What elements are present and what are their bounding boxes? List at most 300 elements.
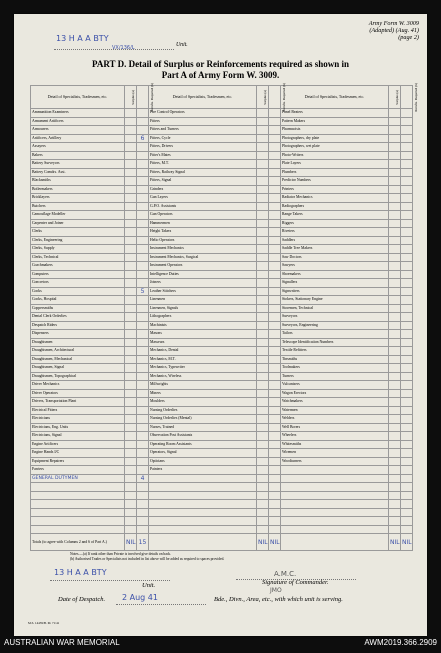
trade-cell — [149, 525, 257, 534]
reinf-cell — [269, 432, 281, 441]
trade-cell — [281, 491, 389, 500]
surplus-cell — [389, 483, 401, 492]
col-header-3: Detail of Specialists, Tradesmen, etc. — [281, 86, 389, 109]
trade-cell: Computers — [31, 270, 125, 279]
surplus-cell — [125, 466, 137, 475]
surplus-cell — [389, 160, 401, 169]
trade-cell: Mechanics, Dental — [149, 347, 257, 356]
reinf-cell — [137, 228, 149, 237]
reinf-cell — [269, 313, 281, 322]
surplus-cell — [389, 457, 401, 466]
trade-cell: Turners — [281, 372, 389, 381]
trade-cell: Instrument Mechanics — [149, 245, 257, 254]
trade-cell: Fitters, M.T. — [149, 160, 257, 169]
trade-cell: Lithographers — [149, 313, 257, 322]
trade-cell: G.P.O. Assistants — [149, 202, 257, 211]
reinf-cell — [269, 185, 281, 194]
col-header-1: Detail of Specialists, Tradesmen, etc. — [31, 86, 125, 109]
surplus-cell — [389, 364, 401, 373]
table-row — [31, 262, 413, 271]
reinf-cell — [137, 330, 149, 339]
surplus-cell — [389, 279, 401, 288]
surplus-cell — [125, 372, 137, 381]
surplus-cell — [125, 296, 137, 305]
table-row — [31, 398, 413, 407]
unit-label: Unit. — [176, 42, 188, 48]
surplus-cell — [389, 355, 401, 364]
table-row — [31, 253, 413, 262]
surplus-cell — [389, 466, 401, 475]
surplus-cell — [389, 508, 401, 517]
table-row — [31, 432, 413, 441]
surplus-cell — [125, 287, 137, 296]
surplus-cell — [257, 194, 269, 203]
col-reinf-3: Reinfts. Required (b) — [401, 86, 413, 109]
table-row — [31, 211, 413, 220]
surplus-cell — [125, 126, 137, 135]
trade-cell: Battery Surveyors — [31, 160, 125, 169]
reinf-cell — [401, 347, 413, 356]
reinf-cell — [137, 525, 149, 534]
trade-cell: Concretors — [31, 279, 125, 288]
surplus-cell — [257, 151, 269, 160]
trade-cell: Operating Room Assistants — [149, 440, 257, 449]
trade-cell: Gun Layers — [149, 194, 257, 203]
reinf-cell — [137, 126, 149, 135]
reinf-cell — [401, 177, 413, 186]
surplus-cell — [125, 270, 137, 279]
trade-cell: GENERAL DUTYMEN — [31, 474, 125, 483]
reinf-cell — [137, 423, 149, 432]
reinf-cell — [137, 508, 149, 517]
surplus-cell — [389, 440, 401, 449]
table-row — [31, 508, 413, 517]
surplus-cell — [125, 398, 137, 407]
trade-cell: Saw Doctors — [281, 253, 389, 262]
surplus-cell — [125, 457, 137, 466]
table-row — [31, 338, 413, 347]
trade-cell — [149, 491, 257, 500]
commander-signature: A.M.C. — [274, 570, 297, 578]
trade-cell: Coppersmiths — [31, 304, 125, 313]
reinf-cell — [137, 338, 149, 347]
table-row — [31, 449, 413, 458]
surplus-cell — [125, 347, 137, 356]
trade-cell: Shoemakers — [281, 270, 389, 279]
trade-cell — [281, 525, 389, 534]
trade-cell: Farriers — [31, 466, 125, 475]
surplus-cell — [125, 177, 137, 186]
reinf-cell — [269, 525, 281, 534]
reinf-cell — [401, 151, 413, 160]
reinf-cell — [401, 194, 413, 203]
trade-cell: Signallers — [281, 279, 389, 288]
reinf-cell — [137, 381, 149, 390]
table-row — [31, 423, 413, 432]
reinf-cell: 4 — [137, 474, 149, 483]
trade-cell: Telescope Identification Numbers — [281, 338, 389, 347]
trade-cell: Miners — [149, 389, 257, 398]
trade-cell: Dental Clerk Orderlies — [31, 313, 125, 322]
table-row — [31, 202, 413, 211]
reinf-cell — [137, 185, 149, 194]
reinf-cell — [401, 270, 413, 279]
form-number-block — [369, 20, 419, 41]
trade-cell: Watermen — [281, 406, 389, 415]
reinf-cell — [137, 211, 149, 220]
col-reinf-2: Reinfts. Required (b) — [269, 86, 281, 109]
table-row — [31, 185, 413, 194]
reinf-cell — [137, 194, 149, 203]
surplus-cell — [389, 449, 401, 458]
trade-cell: Bakers — [31, 151, 125, 160]
surplus-cell — [257, 466, 269, 475]
trade-cell: Armourers — [31, 126, 125, 135]
trade-cell: Storemen, Technical — [281, 304, 389, 313]
trade-cell: Welders — [281, 415, 389, 424]
reinf-cell — [401, 364, 413, 373]
reinf-cell — [269, 389, 281, 398]
table-row — [31, 117, 413, 126]
total-cell: NIL — [389, 534, 401, 551]
surplus-cell — [257, 126, 269, 135]
surplus-cell — [125, 160, 137, 169]
trade-cell: Painters — [149, 466, 257, 475]
surplus-cell — [257, 517, 269, 526]
surplus-cell — [257, 270, 269, 279]
trade-cell: Hammermen — [149, 219, 257, 228]
reinf-cell — [401, 287, 413, 296]
trade-cell — [281, 483, 389, 492]
footer-unit-line — [50, 580, 170, 581]
trade-cell: Cooks, Hospital — [31, 296, 125, 305]
reinf-cell — [401, 508, 413, 517]
surplus-cell — [389, 117, 401, 126]
reinf-cell — [137, 398, 149, 407]
reinf-cell — [401, 406, 413, 415]
table-row — [31, 364, 413, 373]
surplus-cell — [257, 245, 269, 254]
trade-cell: Range Takers — [281, 211, 389, 220]
surplus-cell — [389, 372, 401, 381]
note-b: (b) Authorised Trades or Specialists not included in list above will be added as required to spaces provided. — [70, 557, 225, 561]
surplus-cell — [389, 321, 401, 330]
despatch-label: Date of Despatch. — [58, 596, 106, 603]
trade-cell: Armament Artificers — [31, 117, 125, 126]
surplus-cell — [125, 508, 137, 517]
trade-cell: Photographers, wet plate — [281, 143, 389, 152]
surplus-cell — [125, 202, 137, 211]
reinf-cell — [269, 406, 281, 415]
table-row — [31, 483, 413, 492]
reinf-cell — [137, 279, 149, 288]
commander-initials: JMO — [270, 587, 282, 594]
trade-cell: Radiographers — [281, 202, 389, 211]
trade-cell: Sawyers — [281, 262, 389, 271]
surplus-cell — [389, 347, 401, 356]
surplus-cell — [257, 262, 269, 271]
total-cell: 15 — [137, 534, 149, 551]
table-row — [31, 389, 413, 398]
trade-cell: Photographers, dry plate — [281, 134, 389, 143]
reinf-cell — [137, 364, 149, 373]
reinf-cell — [137, 245, 149, 254]
trade-cell — [281, 466, 389, 475]
table-row — [31, 381, 413, 390]
table-row — [31, 457, 413, 466]
reinf-cell — [401, 483, 413, 492]
reinf-cell — [269, 202, 281, 211]
surplus-cell — [125, 245, 137, 254]
trade-cell: Operators, Signal — [149, 449, 257, 458]
reinf-cell — [401, 211, 413, 220]
trade-cell: Masons — [149, 330, 257, 339]
surplus-cell — [125, 525, 137, 534]
trade-cell: Stokers, Stationary Engine — [281, 296, 389, 305]
trade-cell: Vulcanisers — [281, 381, 389, 390]
trade-cell — [281, 517, 389, 526]
trade-cell — [149, 500, 257, 509]
trade-cell: Pharmacists — [281, 126, 389, 135]
trade-cell — [149, 483, 257, 492]
surplus-cell — [257, 474, 269, 483]
surplus-cell — [257, 389, 269, 398]
trade-cell: Electricians — [31, 415, 125, 424]
trade-cell: Intelligence Duties — [149, 270, 257, 279]
surplus-cell — [389, 185, 401, 194]
surplus-cell — [389, 245, 401, 254]
total-cell: NIL — [401, 534, 413, 551]
trade-cell — [149, 474, 257, 483]
surplus-cell — [125, 185, 137, 194]
trade-cell: Butchers — [31, 202, 125, 211]
trade-cell: Instrument Operators — [149, 262, 257, 271]
table-row — [31, 355, 413, 364]
surplus-cell — [389, 228, 401, 237]
surplus-cell — [389, 134, 401, 143]
trade-cell: Saddle Tree Makers — [281, 245, 389, 254]
total-cell — [149, 534, 257, 551]
trade-cell: Ammunition Examiners — [31, 109, 125, 118]
reinf-cell — [269, 457, 281, 466]
table-row — [31, 236, 413, 245]
trade-cell: Plate Layers — [281, 160, 389, 169]
surplus-cell — [257, 423, 269, 432]
surplus-cell — [389, 211, 401, 220]
table-row — [31, 160, 413, 169]
trade-cell: Signwriters — [281, 287, 389, 296]
trade-cell: Textile Refitters — [281, 347, 389, 356]
table-row — [31, 466, 413, 475]
trade-cell: Nurses, Trained — [149, 423, 257, 432]
reinf-cell — [269, 483, 281, 492]
reinf-cell — [269, 143, 281, 152]
surplus-cell — [125, 194, 137, 203]
trade-cell: Tinsmiths — [281, 355, 389, 364]
table-row — [31, 109, 413, 118]
reinf-cell — [401, 500, 413, 509]
col-surplus-3: Surplus (a) — [389, 86, 401, 109]
trade-cell: Helio Operators — [149, 236, 257, 245]
surplus-cell — [125, 143, 137, 152]
surplus-cell — [125, 474, 137, 483]
reinf-cell — [269, 236, 281, 245]
table-row — [31, 330, 413, 339]
reinf-cell — [269, 287, 281, 296]
trade-cell: Observation Post Assistants — [149, 432, 257, 441]
note-a: Notes.—(a) If rank other than Private is involved give details on back. — [70, 552, 172, 556]
reinf-cell — [269, 117, 281, 126]
table-row — [31, 134, 413, 143]
table-row — [31, 270, 413, 279]
trade-cell: Camouflage Modeller — [31, 211, 125, 220]
trade-cell: Gun Operators — [149, 211, 257, 220]
col-reinf-1: Reinfts. Required (b) — [137, 86, 149, 109]
reinf-cell — [401, 415, 413, 424]
surplus-cell — [257, 236, 269, 245]
trade-cell: Photo-Writers — [281, 151, 389, 160]
table-row — [31, 415, 413, 424]
trade-cell: Saddlers — [281, 236, 389, 245]
surplus-cell — [125, 355, 137, 364]
surplus-cell — [257, 500, 269, 509]
trade-cell: Driver Mechanics — [31, 381, 125, 390]
trade-cell: Wagon Erectors — [281, 389, 389, 398]
reinf-cell — [137, 202, 149, 211]
table-row — [31, 177, 413, 186]
reinf-cell — [401, 109, 413, 118]
reinf-cell — [401, 126, 413, 135]
totals-label: Totals (to agree with Columns 2 and 6 of Part A.) — [31, 534, 125, 551]
trade-cell: Clerks — [31, 228, 125, 237]
reinf-cell — [401, 466, 413, 475]
trade-cell: Instrument Mechanics, Surgical — [149, 253, 257, 262]
trade-cell: Opticians — [149, 457, 257, 466]
surplus-cell — [257, 483, 269, 492]
reinf-cell — [137, 389, 149, 398]
trade-cell — [31, 525, 125, 534]
surplus-cell — [257, 432, 269, 441]
trade-cell: Linesmen, Signals — [149, 304, 257, 313]
reinf-cell — [269, 279, 281, 288]
trade-cell: Draughtsmen — [31, 338, 125, 347]
surplus-cell — [257, 313, 269, 322]
trade-cell: Assayers — [31, 143, 125, 152]
reinf-cell — [269, 491, 281, 500]
surplus-cell — [125, 236, 137, 245]
reinf-cell — [401, 389, 413, 398]
reinf-cell — [401, 330, 413, 339]
trade-cell: Fitters, Railway Signal — [149, 168, 257, 177]
surplus-cell — [389, 406, 401, 415]
surplus-cell — [257, 398, 269, 407]
trade-cell: Draughtsmen, Mechanical — [31, 355, 125, 364]
surplus-cell — [257, 296, 269, 305]
reinf-cell — [401, 517, 413, 526]
trade-cell — [149, 517, 257, 526]
table-row — [31, 194, 413, 203]
reinf-cell — [401, 372, 413, 381]
trade-cell: Predictor Numbers — [281, 177, 389, 186]
form-number: Army Form W. 3009 — [368, 20, 419, 27]
reinf-cell — [401, 525, 413, 534]
surplus-cell — [257, 364, 269, 373]
reinf-cell — [137, 177, 149, 186]
trade-cell — [31, 491, 125, 500]
trade-cell: Well Borers — [281, 423, 389, 432]
reinf-cell — [401, 219, 413, 228]
trade-cell: Draughtsmen, Signal — [31, 364, 125, 373]
reinf-cell — [269, 151, 281, 160]
reinf-cell — [269, 347, 281, 356]
total-cell — [281, 534, 389, 551]
reinf-cell — [401, 160, 413, 169]
table-row — [31, 372, 413, 381]
trade-cell: Draughtsmen, Topographical — [31, 372, 125, 381]
surplus-cell — [125, 364, 137, 373]
reinf-cell — [137, 296, 149, 305]
trade-cell: Masseurs — [149, 338, 257, 347]
trade-cell: Fitters, Drivers — [149, 143, 257, 152]
surplus-cell — [125, 440, 137, 449]
table-row — [31, 525, 413, 534]
reinf-cell: 6 — [137, 134, 149, 143]
reinf-cell — [137, 143, 149, 152]
reinf-cell — [137, 160, 149, 169]
surplus-cell — [389, 313, 401, 322]
reinf-cell — [137, 406, 149, 415]
surplus-cell — [257, 381, 269, 390]
reinf-cell — [401, 423, 413, 432]
surplus-cell — [389, 151, 401, 160]
surplus-cell — [389, 262, 401, 271]
surplus-cell — [125, 406, 137, 415]
surplus-cell — [125, 279, 137, 288]
trade-cell: Equipment Repairers — [31, 457, 125, 466]
trade-cell — [31, 483, 125, 492]
surplus-cell — [389, 500, 401, 509]
surplus-cell — [257, 406, 269, 415]
trade-cell: Fire Control Operators — [149, 109, 257, 118]
table-row — [31, 321, 413, 330]
reinf-cell — [137, 517, 149, 526]
reinf-cell — [137, 415, 149, 424]
trade-cell: Grinders — [149, 185, 257, 194]
table-header-row — [31, 86, 413, 109]
surplus-cell — [257, 211, 269, 220]
surplus-cell — [389, 126, 401, 135]
col-surplus-1: Surplus (a) — [125, 86, 137, 109]
surplus-cell — [389, 525, 401, 534]
surplus-cell — [389, 432, 401, 441]
surplus-cell — [389, 491, 401, 500]
surplus-cell — [125, 304, 137, 313]
footer-unit-label: Unit. — [142, 582, 156, 589]
surplus-cell — [389, 423, 401, 432]
archive-name: AUSTRALIAN WAR MEMORIAL — [4, 638, 120, 647]
trade-cell: Clerks, Engineering — [31, 236, 125, 245]
surplus-cell — [389, 168, 401, 177]
reinf-cell — [137, 466, 149, 475]
table-row — [31, 228, 413, 237]
reinf-cell — [137, 321, 149, 330]
reinf-cell — [269, 423, 281, 432]
surplus-cell — [257, 177, 269, 186]
trade-cell: Bricklayers — [31, 194, 125, 203]
surplus-cell — [125, 517, 137, 526]
surplus-cell — [389, 194, 401, 203]
trade-cell: Moulders — [149, 398, 257, 407]
